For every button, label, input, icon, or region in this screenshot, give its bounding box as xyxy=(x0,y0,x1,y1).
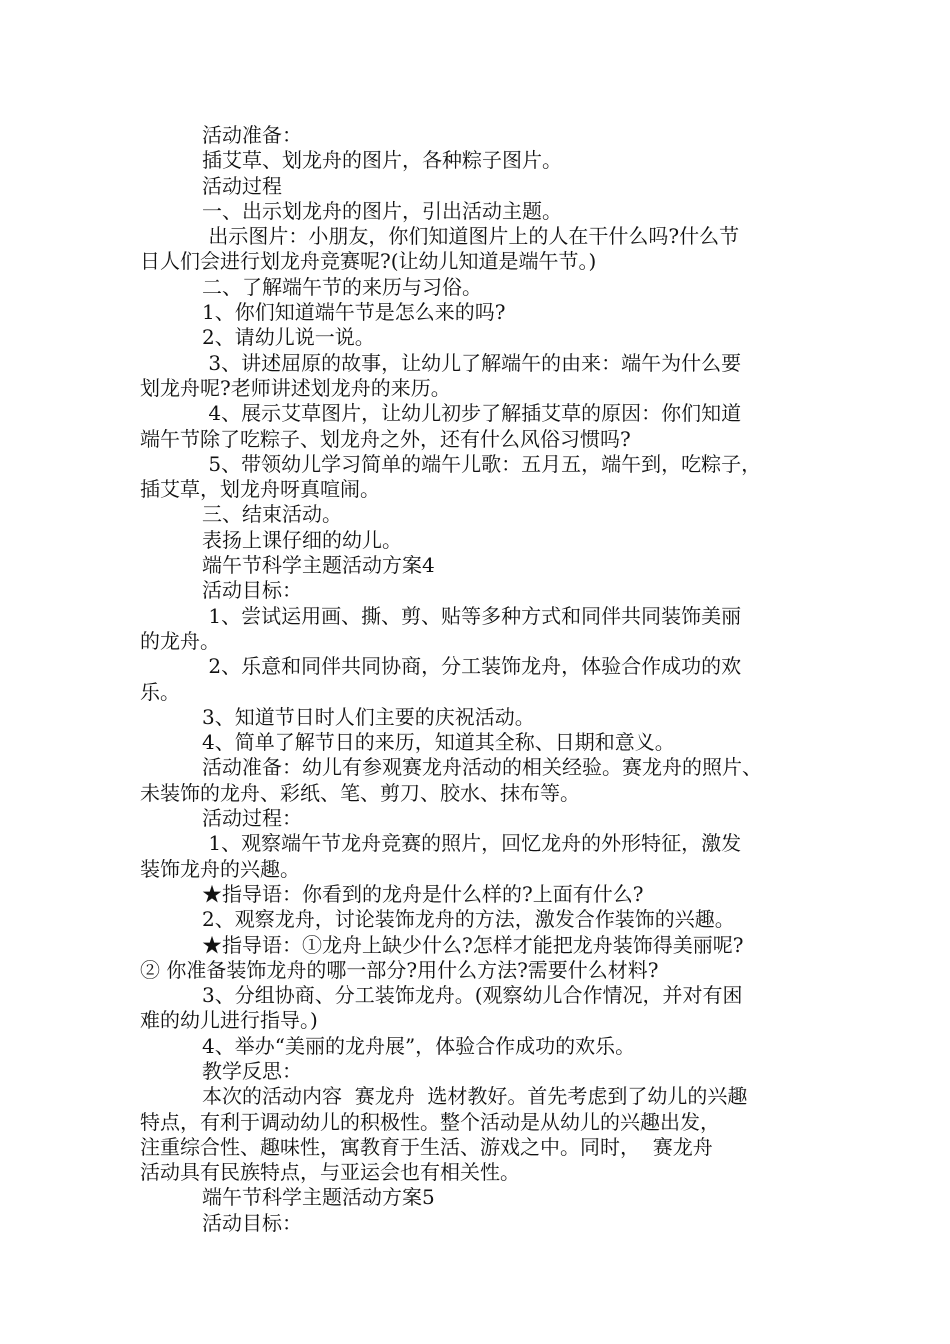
section-heading: 端午节科学主题活动方案5 xyxy=(202,1185,435,1210)
text-line: 4、简单了解节日的来历，知道其全称、日期和意义。 xyxy=(202,730,675,755)
text-line: 3、分组协商、分工装饰龙舟。(观察幼儿合作情况，并对有困 xyxy=(202,983,743,1008)
text-line: 1、你们知道端午节是怎么来的吗? xyxy=(202,300,506,325)
text-line: 1、尝试运用画、撕、剪、贴等多种方式和同伴共同装饰美丽 xyxy=(202,603,742,628)
text-line: 4、展示艾草图片，让幼儿初步了解插艾草的原因：你们知道 xyxy=(202,401,742,426)
text-line: 二、了解端午节的来历与习俗。 xyxy=(202,274,482,299)
text-line: 三、结束活动。 xyxy=(202,502,342,527)
text-line: 出示图片：小朋友，你们知道图片上的人在干什么吗?什么节 xyxy=(202,224,740,249)
text-line: 活动过程： xyxy=(202,806,302,831)
text-line: 划龙舟呢?老师讲述划龙舟的来历。 xyxy=(140,375,451,400)
text-line: 活动目标： xyxy=(202,578,302,603)
text-line: 教学反思： xyxy=(202,1058,302,1083)
text-line: 未装饰的龙舟、彩纸、笔、剪刀、胶水、抹布等。 xyxy=(140,780,580,805)
text-line: 2、乐意和同伴共同协商，分工装饰龙舟，体验合作成功的欢 xyxy=(202,654,742,679)
text-line: 2、请幼儿说一说。 xyxy=(202,325,375,350)
text-line: 表扬上课仔细的幼儿。 xyxy=(202,527,402,552)
text-line: 难的幼儿进行指导。) xyxy=(140,1008,318,1033)
text-line: 日人们会进行划龙舟竞赛呢?(让幼儿知道是端午节。) xyxy=(140,249,597,274)
text-line: 注重综合性、趣味性，寓教育于生活、游戏之中。同时， 赛龙舟 xyxy=(140,1134,713,1159)
text-line: 活动过程 xyxy=(202,173,282,198)
text-line: 本次的活动内容 赛龙舟 选材教好。首先考虑到了幼儿的兴趣 xyxy=(202,1084,748,1109)
text-line: 端午节除了吃粽子、划龙舟之外，还有什么风俗习惯吗? xyxy=(140,426,631,451)
text-line: 3、讲述屈原的故事，让幼儿了解端午的由来：端午为什么要 xyxy=(202,350,742,375)
text-line: ★指导语：你看到的龙舟是什么样的?上面有什么? xyxy=(202,881,644,906)
text-line: 装饰龙舟的兴趣。 xyxy=(140,856,300,881)
text-line: 4、举办“美丽的龙舟展”，体验合作成功的欢乐。 xyxy=(202,1033,636,1058)
text-line: 一、出示划龙舟的图片，引出活动主题。 xyxy=(202,198,562,223)
text-line: 3、知道节日时人们主要的庆祝活动。 xyxy=(202,704,535,729)
document-body xyxy=(140,123,830,1236)
text-line: ② 你准备装饰龙舟的哪一部分?用什么方法?需要什么材料? xyxy=(140,957,659,982)
text-line: 活动准备： xyxy=(202,123,302,147)
text-line: 的龙舟。 xyxy=(140,628,220,653)
text-line: 插艾草，划龙舟呀真喧闹。 xyxy=(140,477,380,502)
text-line: 5、带领幼儿学习简单的端午儿歌：五月五，端午到，吃粽子， xyxy=(202,451,762,476)
text-line: 乐。 xyxy=(140,679,180,704)
text-line: 活动准备：幼儿有参观赛龙舟活动的相关经验。赛龙舟的照片、 xyxy=(202,755,762,780)
text-line: 活动具有民族特点，与亚运会也有相关性。 xyxy=(140,1160,520,1185)
text-line: 1、观察端午节龙舟竞赛的照片，回忆龙舟的外形特征，激发 xyxy=(202,831,742,856)
section-heading: 端午节科学主题活动方案4 xyxy=(202,553,435,578)
text-line: 插艾草、划龙舟的图片，各种粽子图片。 xyxy=(202,148,562,173)
text-line: 特点，有利于调动幼儿的积极性。整个活动是从幼儿的兴趣出发， xyxy=(140,1109,720,1134)
text-line: ★指导语：①龙舟上缺少什么?怎样才能把龙舟装饰得美丽呢? xyxy=(202,932,744,957)
text-line: 2、观察龙舟，讨论装饰龙舟的方法，激发合作装饰的兴趣。 xyxy=(202,907,735,932)
text-line: 活动目标： xyxy=(202,1210,302,1235)
